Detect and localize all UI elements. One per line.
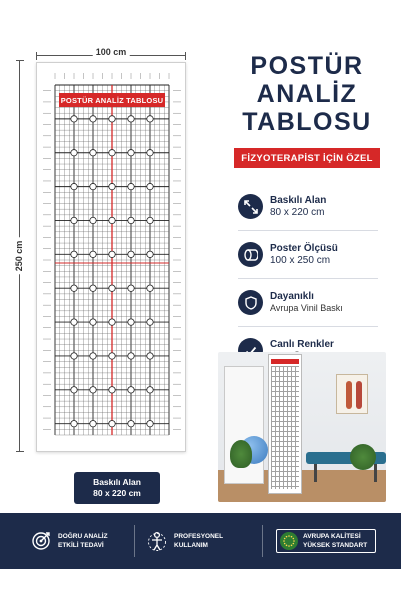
- person-icon: [146, 530, 168, 552]
- feature-title: Dayanıklı: [270, 291, 314, 302]
- headline: [232, 52, 382, 136]
- headline-line-1: POSTÜR: [250, 52, 364, 80]
- divider: [238, 278, 378, 279]
- plant: [350, 444, 376, 470]
- anatomy-chart: [336, 374, 368, 414]
- headline-line-3: TABLOSU: [242, 108, 372, 136]
- footer-text: YÜKSEK STANDART: [303, 542, 368, 549]
- divider: [238, 326, 378, 327]
- printed-area-label: Baskılı Alan: [93, 477, 141, 487]
- feature-title: Canlı Renkler: [270, 339, 334, 350]
- printed-area-badge: [74, 472, 160, 504]
- footer-item-analysis: [30, 513, 108, 569]
- height-dimension-label: 250 cm: [14, 238, 24, 275]
- divider: [134, 525, 135, 557]
- shield-icon: [238, 290, 263, 315]
- expand-icon: [238, 194, 263, 219]
- eu-stars-icon: [280, 532, 298, 550]
- feature-item: [238, 234, 388, 275]
- poster-roll-icon: [238, 242, 263, 267]
- feature-title: Baskılı Alan: [270, 195, 327, 206]
- footer-text: ETKİLİ TEDAVİ: [58, 542, 104, 549]
- height-dimension: [12, 60, 26, 452]
- feature-item: [238, 282, 388, 323]
- physio-badge: FİZYOTERAPİST İÇİN ÖZEL: [234, 148, 380, 168]
- feature-list: [238, 186, 388, 371]
- feature-subtitle: 80 x 220 cm: [270, 207, 325, 218]
- poster-title: POSTÜR ANALİZ TABLOSU: [59, 93, 165, 107]
- feature-subtitle: 100 x 250 cm: [270, 255, 331, 266]
- posture-poster: [36, 62, 186, 452]
- width-dimension-label: 100 cm: [93, 47, 130, 57]
- headline-line-2: ANALİZ: [256, 80, 358, 108]
- divider: [238, 230, 378, 231]
- footer-item-professional: [146, 513, 223, 569]
- mounted-poster: [268, 354, 302, 494]
- room-photo: [218, 352, 386, 502]
- width-dimension: [36, 44, 186, 60]
- footer-item-quality: [276, 529, 376, 553]
- printed-area-value: 80 x 220 cm: [93, 488, 141, 498]
- footer-bar: [0, 513, 401, 569]
- plant: [230, 440, 252, 468]
- footer-text: AVRUPA KALİTESİ: [303, 533, 361, 540]
- posture-grid: [37, 63, 187, 453]
- feature-title: Poster Ölçüsü: [270, 243, 338, 254]
- footer-text: DOĞRU ANALİZ: [58, 533, 108, 540]
- feature-subtitle: Avrupa Vinil Baskı: [270, 303, 343, 313]
- divider: [262, 525, 263, 557]
- target-icon: [30, 530, 52, 552]
- footer-text: KULLANIM: [174, 542, 208, 549]
- feature-item: [238, 186, 388, 227]
- footer-text: PROFESYONEL: [174, 533, 224, 540]
